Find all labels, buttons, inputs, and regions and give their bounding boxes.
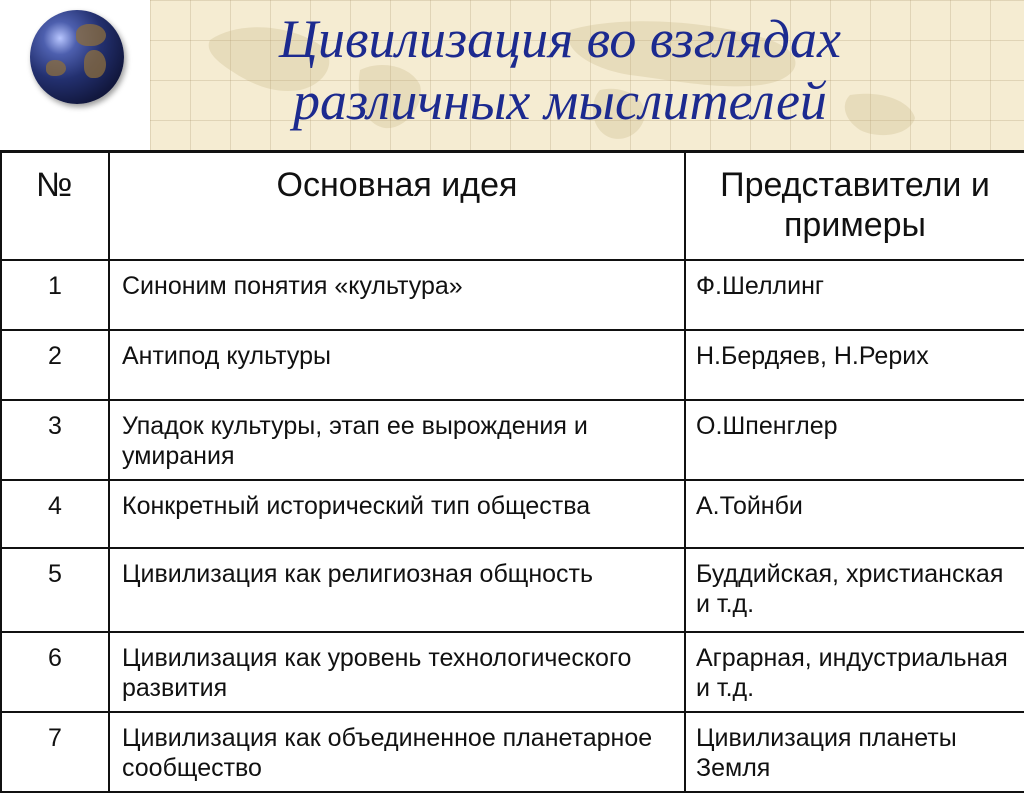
column-header-representatives: Представители и примеры (685, 152, 1024, 260)
row-number: 2 (1, 330, 109, 400)
table-row (1, 330, 1024, 400)
row-representatives: Н.Бердяев, Н.Рерих (685, 330, 1024, 400)
table-row (1, 548, 1024, 632)
row-representatives: А.Тойнби (685, 480, 1024, 548)
row-idea: Цивилизация как уровень технологического развития (109, 632, 685, 712)
title-line-2: различных мыслителей (293, 71, 827, 131)
table-row (1, 260, 1024, 330)
row-idea: Цивилизация как религиозная общность (109, 548, 685, 632)
row-number: 1 (1, 260, 109, 330)
table-row (1, 480, 1024, 548)
table-row (1, 400, 1024, 480)
column-header-number: № (1, 152, 109, 260)
row-representatives: Ф.Шеллинг (685, 260, 1024, 330)
row-representatives: О.Шпенглер (685, 400, 1024, 480)
row-representatives: Буддийская, христианская и т.д. (685, 548, 1024, 632)
table-header-row (1, 152, 1024, 260)
slide-header (0, 0, 1024, 150)
title-line-1: Цивилизация во взглядах (279, 9, 841, 69)
row-number: 7 (1, 712, 109, 792)
table-row (1, 632, 1024, 712)
row-idea: Антипод культуры (109, 330, 685, 400)
globe-icon (30, 10, 124, 104)
table-row (1, 712, 1024, 792)
row-idea: Синоним понятия «культура» (109, 260, 685, 330)
row-number: 4 (1, 480, 109, 548)
row-number: 3 (1, 400, 109, 480)
row-number: 6 (1, 632, 109, 712)
row-idea: Конкретный исторический тип общества (109, 480, 685, 548)
row-number: 5 (1, 548, 109, 632)
row-idea: Цивилизация как объединенное планетарное сообщество (109, 712, 685, 792)
civilization-views-table (0, 150, 1024, 793)
column-header-main-idea: Основная идея (109, 152, 685, 260)
row-representatives: Цивилизация планеты Земля (685, 712, 1024, 792)
row-idea: Упадок культуры, этап ее вырождения и умирания (109, 400, 685, 480)
row-representatives: Аграрная, индустриальная и т.д. (685, 632, 1024, 712)
page-title (150, 8, 970, 132)
